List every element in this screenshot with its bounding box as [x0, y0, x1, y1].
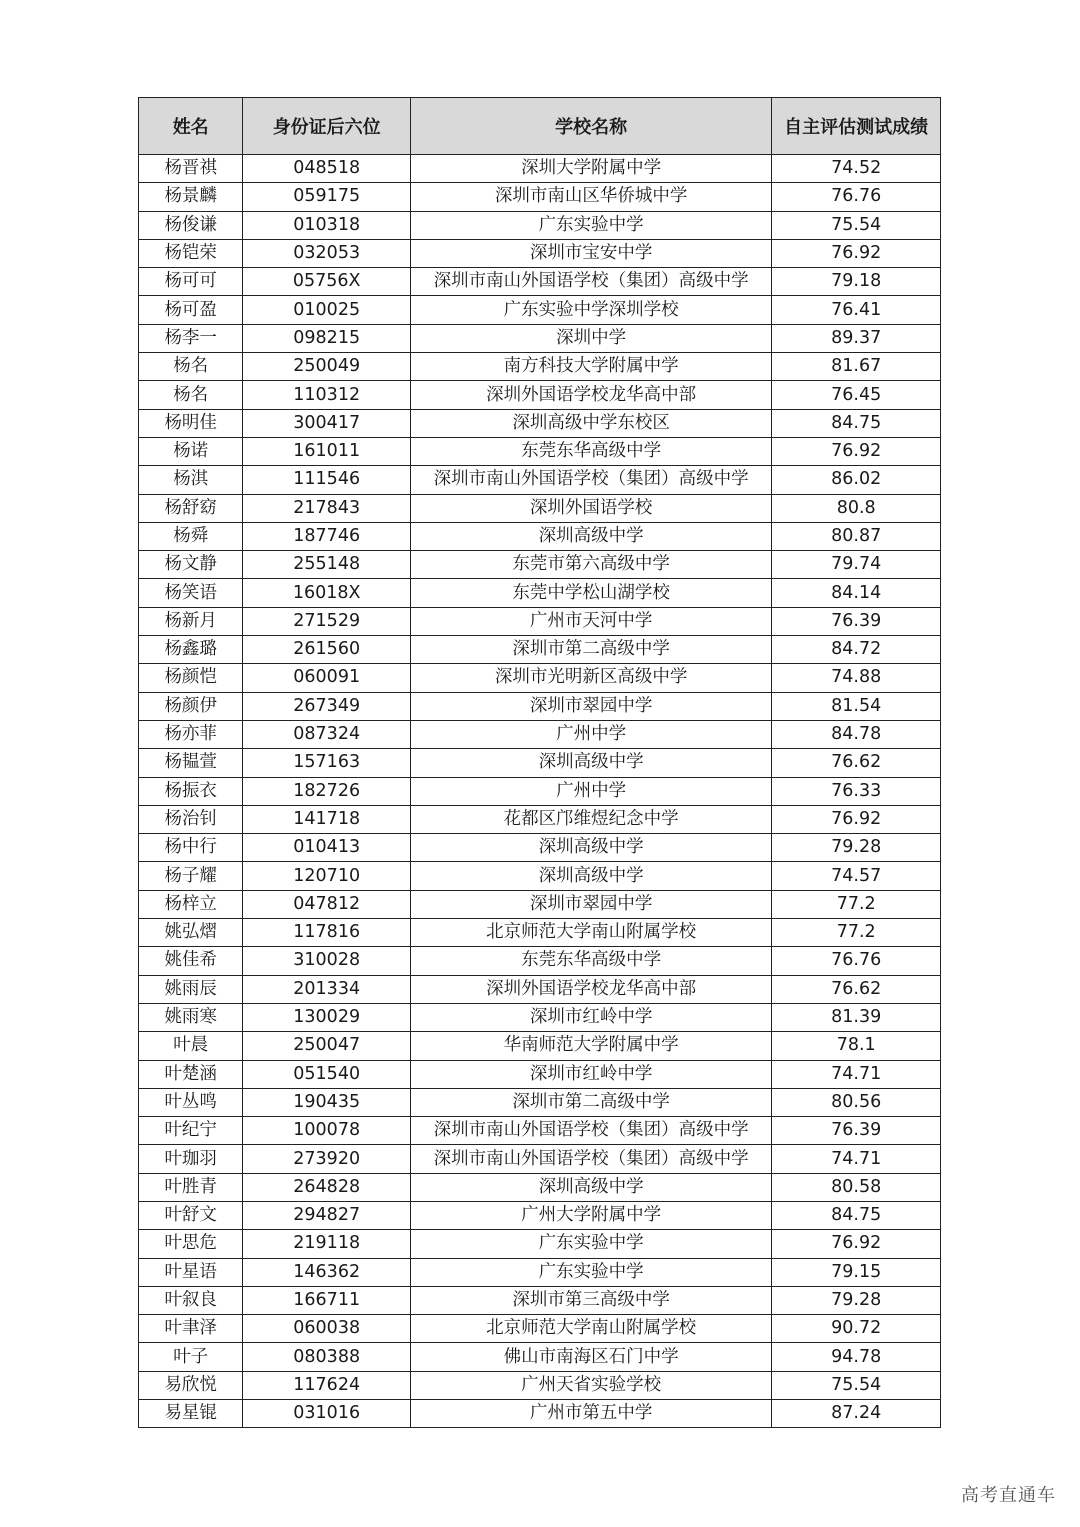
table-row: [139, 1400, 941, 1428]
cell-score: 81.39: [772, 1003, 941, 1031]
table-row: [139, 494, 941, 522]
cell-name: 姚雨辰: [139, 975, 243, 1003]
cell-school-name: 深圳高级中学: [411, 749, 772, 777]
cell-name: 叶楚涵: [139, 1060, 243, 1088]
cell-score: 76.41: [772, 296, 941, 324]
table-row: [139, 1286, 941, 1314]
table-row: [139, 1145, 941, 1173]
cell-name: 杨治钊: [139, 805, 243, 833]
table-row: [139, 805, 941, 833]
table-row: [139, 1230, 941, 1258]
table-row: [139, 1060, 941, 1088]
cell-id-last-six: 032053: [243, 239, 411, 267]
cell-school-name: 深圳外国语学校龙华高中部: [411, 975, 772, 1003]
cell-score: 94.78: [772, 1343, 941, 1371]
cell-score: 75.54: [772, 1371, 941, 1399]
cell-id-last-six: 187746: [243, 522, 411, 550]
watermark-text: 高考直通车: [961, 1485, 1056, 1506]
table-row: [139, 1371, 941, 1399]
header-assessment-score: 自主评估测试成绩: [772, 98, 941, 155]
cell-id-last-six: 010025: [243, 296, 411, 324]
cell-school-name: 深圳市翠园中学: [411, 692, 772, 720]
cell-score: 76.39: [772, 607, 941, 635]
cell-school-name: 广州中学: [411, 777, 772, 805]
cell-school-name: 深圳高级中学: [411, 522, 772, 550]
cell-score: 76.62: [772, 975, 941, 1003]
table-row: [139, 692, 941, 720]
cell-score: 74.71: [772, 1145, 941, 1173]
cell-name: 杨中行: [139, 834, 243, 862]
cell-name: 姚弘熠: [139, 919, 243, 947]
cell-school-name: 深圳市南山外国语学校（集团）高级中学: [411, 1145, 772, 1173]
cell-id-last-six: 217843: [243, 494, 411, 522]
cell-name: 叶胜青: [139, 1173, 243, 1201]
cell-school-name: 广东实验中学: [411, 1230, 772, 1258]
cell-name: 杨可盈: [139, 296, 243, 324]
cell-school-name: 北京师范大学南山附属学校: [411, 1315, 772, 1343]
cell-name: 杨新月: [139, 607, 243, 635]
cell-school-name: 东莞东华高级中学: [411, 947, 772, 975]
table-row: [139, 296, 941, 324]
cell-id-last-six: 060091: [243, 664, 411, 692]
cell-id-last-six: 271529: [243, 607, 411, 635]
table-row: [139, 1258, 941, 1286]
cell-id-last-six: 048518: [243, 155, 411, 183]
cell-id-last-six: 146362: [243, 1258, 411, 1286]
cell-score: 90.72: [772, 1315, 941, 1343]
cell-name: 杨鑫璐: [139, 636, 243, 664]
table-row: [139, 890, 941, 918]
cell-id-last-six: 087324: [243, 720, 411, 748]
cell-name: 杨文静: [139, 551, 243, 579]
table-row: [139, 324, 941, 352]
cell-school-name: 深圳大学附属中学: [411, 155, 772, 183]
cell-score: 76.39: [772, 1117, 941, 1145]
table-row: [139, 1117, 941, 1145]
cell-name: 叶子: [139, 1343, 243, 1371]
cell-id-last-six: 190435: [243, 1088, 411, 1116]
cell-name: 叶聿泽: [139, 1315, 243, 1343]
table-row: [139, 437, 941, 465]
cell-school-name: 广东实验中学深圳学校: [411, 296, 772, 324]
cell-school-name: 深圳市南山外国语学校（集团）高级中学: [411, 1117, 772, 1145]
cell-id-last-six: 255148: [243, 551, 411, 579]
cell-name: 杨韫萱: [139, 749, 243, 777]
table-header-row: [139, 98, 941, 155]
cell-score: 76.92: [772, 805, 941, 833]
table-row: [139, 1343, 941, 1371]
cell-name: 杨淇: [139, 466, 243, 494]
cell-school-name: 深圳高级中学: [411, 1173, 772, 1201]
cell-id-last-six: 166711: [243, 1286, 411, 1314]
cell-score: 79.74: [772, 551, 941, 579]
table-row: [139, 834, 941, 862]
cell-school-name: 广东实验中学: [411, 211, 772, 239]
table-row: [139, 155, 941, 183]
cell-school-name: 深圳市南山外国语学校（集团）高级中学: [411, 466, 772, 494]
cell-name: 杨名: [139, 353, 243, 381]
cell-name: 杨诺: [139, 437, 243, 465]
cell-score: 78.1: [772, 1032, 941, 1060]
cell-school-name: 广州市天河中学: [411, 607, 772, 635]
cell-score: 79.15: [772, 1258, 941, 1286]
cell-id-last-six: 010413: [243, 834, 411, 862]
cell-school-name: 南方科技大学附属中学: [411, 353, 772, 381]
cell-school-name: 佛山市南海区石门中学: [411, 1343, 772, 1371]
cell-name: 易欣悦: [139, 1371, 243, 1399]
cell-school-name: 深圳高级中学: [411, 834, 772, 862]
table-row: [139, 749, 941, 777]
cell-school-name: 深圳市第二高级中学: [411, 1088, 772, 1116]
cell-id-last-six: 273920: [243, 1145, 411, 1173]
cell-score: 76.76: [772, 183, 941, 211]
table-row: [139, 579, 941, 607]
header-name: 姓名: [139, 98, 243, 155]
cell-school-name: 深圳市翠园中学: [411, 890, 772, 918]
table-body: [139, 155, 941, 1428]
cell-score: 76.33: [772, 777, 941, 805]
cell-name: 易星锟: [139, 1400, 243, 1428]
cell-school-name: 广州市第五中学: [411, 1400, 772, 1428]
table-row: [139, 664, 941, 692]
table-row: [139, 1032, 941, 1060]
cell-id-last-six: 080388: [243, 1343, 411, 1371]
table-row: [139, 947, 941, 975]
cell-id-last-six: 141718: [243, 805, 411, 833]
cell-score: 76.45: [772, 381, 941, 409]
cell-name: 叶叙良: [139, 1286, 243, 1314]
table-row: [139, 466, 941, 494]
cell-school-name: 深圳市红岭中学: [411, 1003, 772, 1031]
table-row: [139, 1088, 941, 1116]
cell-school-name: 深圳市第二高级中学: [411, 636, 772, 664]
cell-id-last-six: 031016: [243, 1400, 411, 1428]
cell-name: 杨铠荣: [139, 239, 243, 267]
cell-school-name: 深圳市南山区华侨城中学: [411, 183, 772, 211]
table-row: [139, 1173, 941, 1201]
cell-id-last-six: 110312: [243, 381, 411, 409]
cell-name: 杨舜: [139, 522, 243, 550]
cell-name: 叶珈羽: [139, 1145, 243, 1173]
cell-school-name: 东莞东华高级中学: [411, 437, 772, 465]
header-school-name: 学校名称: [411, 98, 772, 155]
cell-score: 79.28: [772, 1286, 941, 1314]
cell-score: 79.18: [772, 268, 941, 296]
table-row: [139, 636, 941, 664]
table-row: [139, 268, 941, 296]
cell-id-last-six: 250049: [243, 353, 411, 381]
cell-score: 80.58: [772, 1173, 941, 1201]
cell-id-last-six: 05756X: [243, 268, 411, 296]
table-row: [139, 183, 941, 211]
cell-name: 杨笑语: [139, 579, 243, 607]
cell-id-last-six: 161011: [243, 437, 411, 465]
table-row: [139, 239, 941, 267]
cell-name: 姚佳希: [139, 947, 243, 975]
cell-school-name: 东莞市第六高级中学: [411, 551, 772, 579]
cell-id-last-six: 261560: [243, 636, 411, 664]
cell-name: 杨颜伊: [139, 692, 243, 720]
table-row: [139, 551, 941, 579]
cell-score: 80.56: [772, 1088, 941, 1116]
cell-score: 84.72: [772, 636, 941, 664]
table-row: [139, 353, 941, 381]
cell-name: 杨亦菲: [139, 720, 243, 748]
cell-school-name: 深圳市第三高级中学: [411, 1286, 772, 1314]
cell-school-name: 深圳高级中学东校区: [411, 409, 772, 437]
cell-name: 叶丛鸣: [139, 1088, 243, 1116]
cell-score: 86.02: [772, 466, 941, 494]
cell-score: 75.54: [772, 211, 941, 239]
cell-name: 杨晋祺: [139, 155, 243, 183]
cell-name: 叶晨: [139, 1032, 243, 1060]
table-row: [139, 409, 941, 437]
cell-name: 杨颜恺: [139, 664, 243, 692]
cell-id-last-six: 098215: [243, 324, 411, 352]
cell-score: 76.62: [772, 749, 941, 777]
cell-score: 80.87: [772, 522, 941, 550]
cell-score: 74.71: [772, 1060, 941, 1088]
cell-score: 76.76: [772, 947, 941, 975]
cell-school-name: 北京师范大学南山附属学校: [411, 919, 772, 947]
cell-school-name: 广州天省实验学校: [411, 1371, 772, 1399]
cell-name: 杨舒窈: [139, 494, 243, 522]
header-id-last-six: 身份证后六位: [243, 98, 411, 155]
table-row: [139, 1003, 941, 1031]
cell-score: 76.92: [772, 1230, 941, 1258]
cell-name: 杨子耀: [139, 862, 243, 890]
cell-id-last-six: 16018X: [243, 579, 411, 607]
cell-score: 84.75: [772, 409, 941, 437]
table-row: [139, 720, 941, 748]
cell-school-name: 华南师范大学附属中学: [411, 1032, 772, 1060]
cell-name: 杨俊谦: [139, 211, 243, 239]
cell-name: 杨振衣: [139, 777, 243, 805]
cell-score: 76.92: [772, 437, 941, 465]
cell-school-name: 深圳中学: [411, 324, 772, 352]
cell-id-last-six: 047812: [243, 890, 411, 918]
cell-name: 杨景麟: [139, 183, 243, 211]
cell-name: 姚雨寒: [139, 1003, 243, 1031]
cell-name: 杨梓立: [139, 890, 243, 918]
cell-school-name: 深圳外国语学校: [411, 494, 772, 522]
cell-score: 74.52: [772, 155, 941, 183]
cell-school-name: 深圳市宝安中学: [411, 239, 772, 267]
cell-id-last-six: 060038: [243, 1315, 411, 1343]
cell-id-last-six: 250047: [243, 1032, 411, 1060]
cell-id-last-six: 010318: [243, 211, 411, 239]
cell-score: 84.14: [772, 579, 941, 607]
cell-id-last-six: 051540: [243, 1060, 411, 1088]
cell-school-name: 广州中学: [411, 720, 772, 748]
cell-name: 叶舒文: [139, 1201, 243, 1229]
cell-score: 81.54: [772, 692, 941, 720]
cell-id-last-six: 294827: [243, 1201, 411, 1229]
cell-id-last-six: 267349: [243, 692, 411, 720]
cell-id-last-six: 310028: [243, 947, 411, 975]
cell-id-last-six: 130029: [243, 1003, 411, 1031]
cell-score: 80.8: [772, 494, 941, 522]
score-sheet: [138, 97, 941, 1428]
cell-id-last-six: 100078: [243, 1117, 411, 1145]
cell-id-last-six: 059175: [243, 183, 411, 211]
cell-score: 76.92: [772, 239, 941, 267]
table-row: [139, 1315, 941, 1343]
table-row: [139, 975, 941, 1003]
cell-school-name: 深圳外国语学校龙华高中部: [411, 381, 772, 409]
cell-id-last-six: 111546: [243, 466, 411, 494]
table-row: [139, 607, 941, 635]
cell-id-last-six: 300417: [243, 409, 411, 437]
table-row: [139, 862, 941, 890]
cell-id-last-six: 264828: [243, 1173, 411, 1201]
cell-name: 叶纪宁: [139, 1117, 243, 1145]
cell-name: 杨可可: [139, 268, 243, 296]
table-row: [139, 211, 941, 239]
cell-score: 89.37: [772, 324, 941, 352]
cell-school-name: 深圳市南山外国语学校（集团）高级中学: [411, 268, 772, 296]
cell-score: 87.24: [772, 1400, 941, 1428]
cell-name: 叶思危: [139, 1230, 243, 1258]
cell-school-name: 深圳高级中学: [411, 862, 772, 890]
cell-school-name: 广东实验中学: [411, 1258, 772, 1286]
cell-id-last-six: 157163: [243, 749, 411, 777]
cell-name: 杨李一: [139, 324, 243, 352]
cell-score: 84.78: [772, 720, 941, 748]
cell-name: 杨明佳: [139, 409, 243, 437]
cell-score: 74.57: [772, 862, 941, 890]
cell-score: 81.67: [772, 353, 941, 381]
score-table: [138, 97, 941, 1428]
table-row: [139, 1201, 941, 1229]
cell-id-last-six: 182726: [243, 777, 411, 805]
cell-score: 84.75: [772, 1201, 941, 1229]
cell-id-last-six: 201334: [243, 975, 411, 1003]
cell-id-last-six: 117816: [243, 919, 411, 947]
cell-school-name: 深圳市光明新区高级中学: [411, 664, 772, 692]
cell-school-name: 深圳市红岭中学: [411, 1060, 772, 1088]
cell-id-last-six: 219118: [243, 1230, 411, 1258]
cell-id-last-six: 117624: [243, 1371, 411, 1399]
cell-id-last-six: 120710: [243, 862, 411, 890]
table-row: [139, 381, 941, 409]
cell-name: 杨名: [139, 381, 243, 409]
table-row: [139, 777, 941, 805]
cell-name: 叶星语: [139, 1258, 243, 1286]
table-row: [139, 522, 941, 550]
cell-school-name: 东莞中学松山湖学校: [411, 579, 772, 607]
cell-score: 79.28: [772, 834, 941, 862]
cell-score: 77.2: [772, 919, 941, 947]
cell-school-name: 广州大学附属中学: [411, 1201, 772, 1229]
table-row: [139, 919, 941, 947]
cell-school-name: 花都区邝维煜纪念中学: [411, 805, 772, 833]
cell-score: 74.88: [772, 664, 941, 692]
cell-score: 77.2: [772, 890, 941, 918]
